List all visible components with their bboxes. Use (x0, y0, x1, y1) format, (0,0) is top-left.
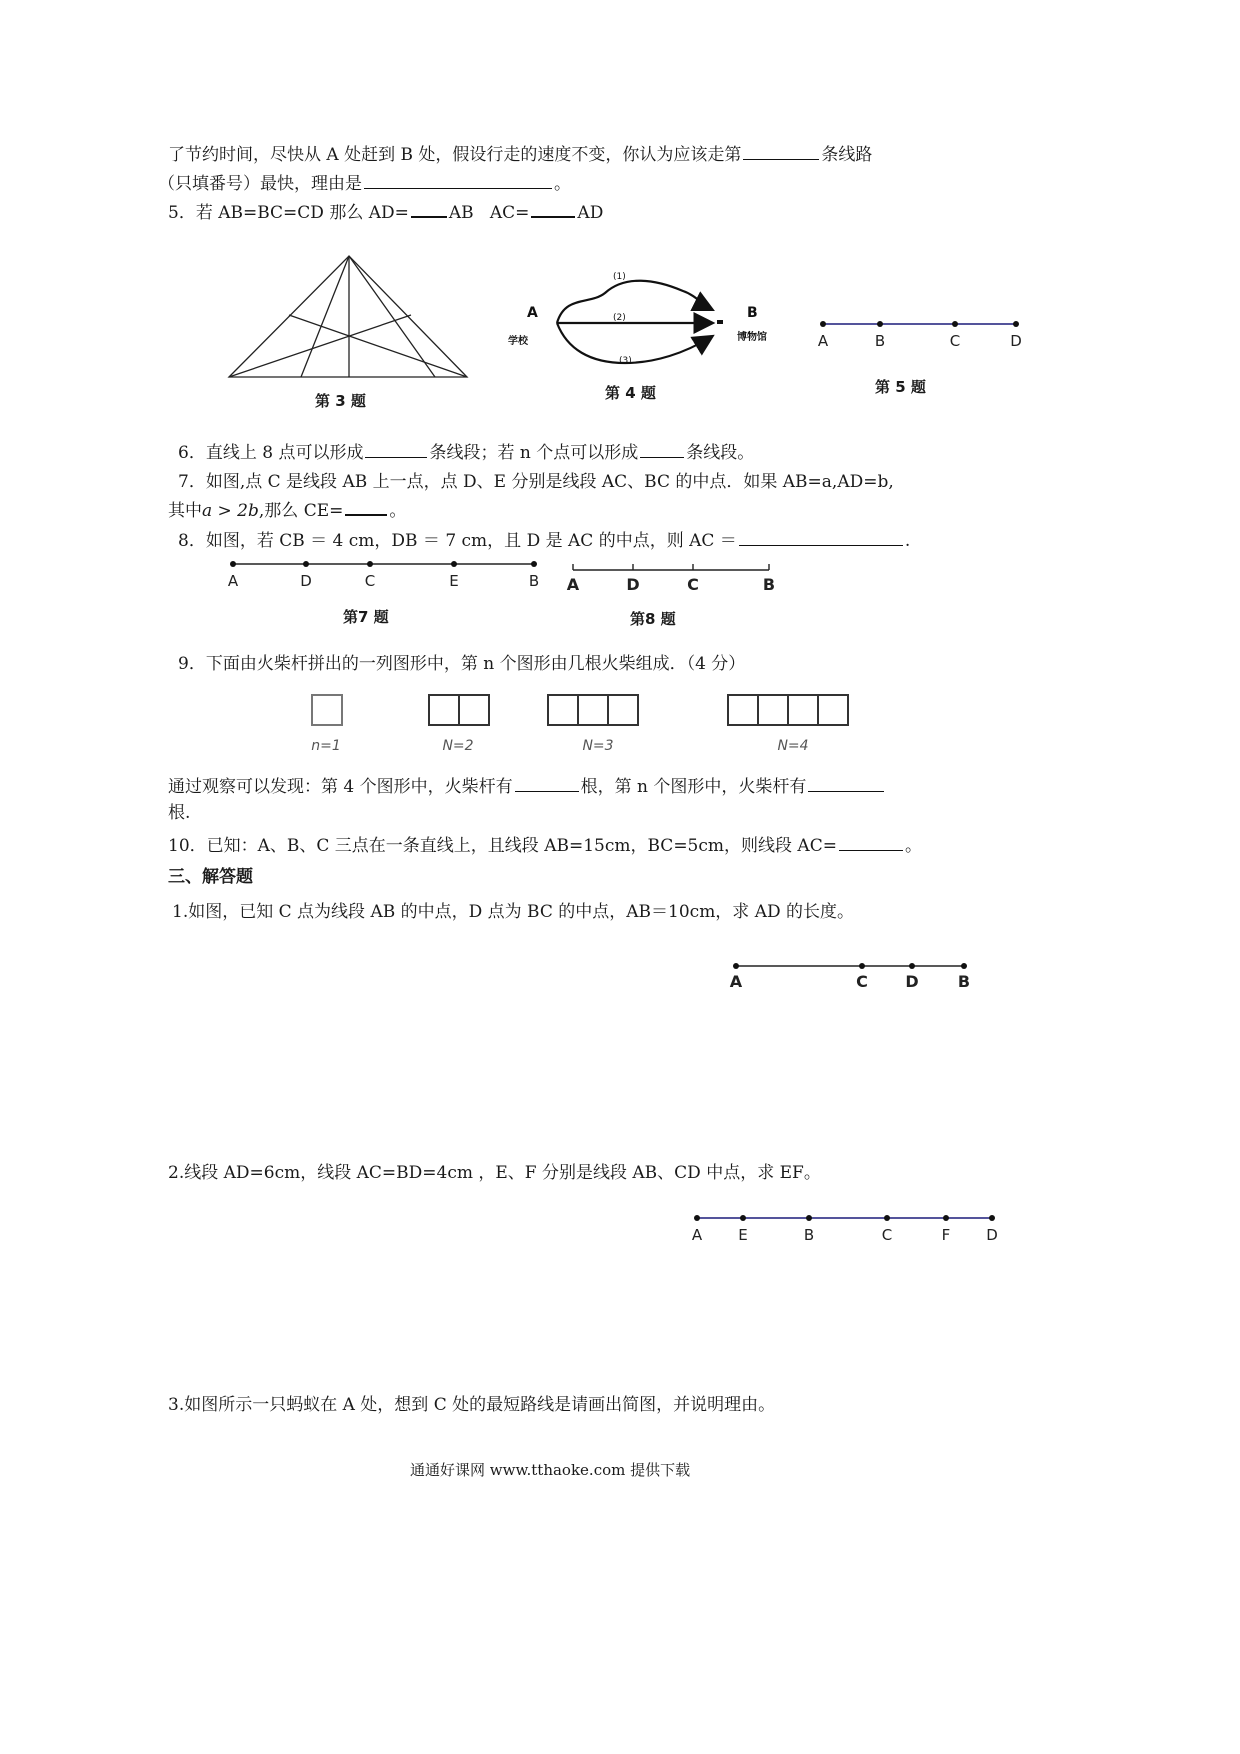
q9: 9．下面由火柴杆拼出的一列图形中，第 n 个图形由几根火柴组成．（4 分） (178, 654, 746, 674)
point-label: B (762, 575, 776, 594)
point-dot (943, 1215, 949, 1221)
point-dot (884, 1215, 890, 1221)
q8-text-a: 8．如图，若 CB ＝ 4 cm，DB ＝ 7 cm，且 D 是 AC 的中点，则 AC ＝ (178, 531, 737, 551)
q7-line1: 7．如图,点 C 是线段 AB 上一点，点 D、E 分别是线段 AC、BC 的中点．如果 AB=a,AD=b, (178, 472, 894, 492)
matchstick-square (548, 695, 578, 725)
answer-blank[interactable] (345, 513, 387, 516)
fig3-caption: 第 3 题 (315, 392, 366, 410)
q7-text-b: ,那么 CE= (258, 501, 344, 521)
q9-obs-b: 根，第 n 个图形中，火柴杆有 (580, 777, 807, 797)
fig8-segment (565, 560, 785, 600)
route-2-label: (2) (613, 313, 626, 323)
figure-n-label: N=2 (442, 738, 474, 754)
answer-blank[interactable] (743, 158, 819, 160)
point-dot (230, 561, 236, 567)
q4-line1 (168, 140, 872, 165)
q6 (178, 438, 754, 463)
q6-text-c: 条线段。 (686, 443, 755, 463)
triangle-cevian (349, 256, 435, 377)
answer-blank[interactable] (531, 215, 575, 218)
point-label: D (300, 572, 312, 590)
point-dot (877, 321, 883, 327)
q5-text-b: AB (448, 203, 474, 223)
q9-observation-line2: 根. (168, 803, 191, 823)
point-dot (1013, 321, 1019, 327)
figure-n-label: n=1 (311, 738, 341, 754)
point-label: F (941, 1226, 951, 1244)
point-label: B (957, 972, 971, 991)
matchstick-square (818, 695, 848, 725)
point-label: E (738, 1226, 748, 1244)
q7-math: a > 2b (202, 501, 259, 521)
answer-blank[interactable] (640, 456, 684, 458)
fig4-caption: 第 4 题 (605, 384, 656, 402)
answer-blank[interactable] (808, 790, 884, 792)
matchstick-square (459, 695, 489, 725)
point-dot (740, 1215, 746, 1221)
point-label: C (856, 972, 868, 991)
point-dot (909, 963, 915, 969)
point-label: A (817, 332, 829, 350)
route-3-curve (557, 323, 711, 363)
answer-blank[interactable] (364, 187, 552, 189)
fig3-triangle (225, 252, 485, 382)
fig4-sub-b: 博物馆 (737, 332, 767, 343)
answer-blank[interactable] (411, 215, 447, 218)
q7-text-a: 其中 (168, 501, 202, 521)
point-label: A (729, 972, 743, 991)
point-dot (859, 963, 865, 969)
point-label: C (687, 575, 699, 594)
point-label: E (449, 572, 459, 590)
point-label: A (566, 575, 580, 594)
q8 (178, 526, 910, 551)
point-dot (303, 561, 309, 567)
point-dot (820, 321, 826, 327)
problem-1-figure (725, 956, 985, 996)
problem-2-figure (688, 1210, 1008, 1250)
point-label: D (626, 575, 640, 594)
q4-line1-end: 条线路 (821, 145, 873, 165)
triangle-crossline (289, 315, 467, 377)
q9-obs-a: 通过观察可以发现：第 4 个图形中，火柴杆有 (168, 777, 513, 797)
route-1-label: (1) (613, 272, 626, 282)
q4-line2-text: （只填番号）最快，理由是 (158, 174, 362, 194)
fig7-caption: 第7 题 (343, 608, 389, 626)
point-label: B (528, 572, 540, 590)
q10 (168, 831, 922, 856)
triangle-outline (229, 256, 467, 377)
point-dot (367, 561, 373, 567)
point-label: A (227, 572, 239, 590)
fig5-segment (815, 316, 1035, 356)
matchstick-square (429, 695, 459, 725)
q5-text-d: AD (577, 203, 604, 223)
fig5-caption: 第 5 题 (875, 378, 926, 396)
matchstick-square (788, 695, 818, 725)
q10-text-b: 。 (904, 836, 922, 856)
answer-blank[interactable] (839, 849, 903, 851)
q6-text-b: 条线段；若 n 个点可以形成 (429, 443, 639, 463)
q5 (168, 198, 603, 223)
matchstick-square (578, 695, 608, 725)
problem-1: 1.如图，已知 C 点为线段 AB 的中点，D 点为 BC 的中点，AB＝10cm，求 AD 的长度。 (172, 902, 855, 922)
problem-2: 2.线段 AD=6cm，线段 AC=BD=4cm ，E、F 分别是线段 AB、CD 中点，求 EF。 (168, 1163, 821, 1183)
q9-matchstick-figures (300, 690, 860, 760)
fig4-sub-a: 学校 (508, 336, 528, 347)
q4-line1-text: 了节约时间，尽快从 A 处赶到 B 处，假设行走的速度不变，你认为应该走第 (168, 145, 742, 165)
route-1-curve (557, 281, 711, 323)
point-dot (531, 561, 537, 567)
q9-observation-line1 (168, 772, 886, 797)
point-label: C (949, 332, 961, 350)
fig4-label-b: B (747, 305, 758, 321)
point-dot (733, 963, 739, 969)
triangle-cevian (301, 256, 349, 377)
q8-text-b: . (904, 531, 911, 551)
point-label: D (1010, 332, 1022, 350)
q6-text-a: 6．直线上 8 点可以形成 (178, 443, 364, 463)
point-label: C (364, 572, 376, 590)
figure-n-label: N=4 (777, 738, 809, 754)
point-dot (989, 1215, 995, 1221)
q4-line2-end: 。 (554, 174, 571, 194)
point-dot (952, 321, 958, 327)
q5-text-a: 5．若 AB=BC=CD 那么 AD= (168, 203, 409, 223)
point-label: D (905, 972, 919, 991)
route-endpoint-mark (717, 320, 723, 324)
point-label: D (986, 1226, 998, 1244)
answer-blank[interactable] (515, 790, 579, 792)
fig7-segment (225, 556, 545, 596)
matchstick-square (758, 695, 788, 725)
point-dot (694, 1215, 700, 1221)
footer-text: 通通好课网 www.tthaoke.com 提供下载 (410, 1461, 691, 1479)
point-label: B (803, 1226, 815, 1244)
section-title: 三、解答题 (168, 867, 253, 887)
q7-line2 (168, 496, 406, 521)
q7-text-c: 。 (389, 501, 407, 521)
figure-n-label: N=3 (582, 738, 614, 754)
point-dot (961, 963, 967, 969)
q10-text-a: 10．已知：A、B、C 三点在一条直线上，且线段 AB=15cm，BC=5cm，则线段 AC= (168, 836, 837, 856)
route-3-label: (3) (619, 356, 632, 366)
problem-3: 3.如图所示一只蚂蚁在 A 处，想到 C 处的最短路线是请画出简图，并说明理由。 (168, 1395, 776, 1415)
matchstick-square (728, 695, 758, 725)
answer-blank[interactable] (365, 456, 427, 458)
matchstick-square (312, 695, 342, 725)
answer-blank[interactable] (739, 544, 903, 546)
triangle-crossline (229, 315, 411, 377)
q5-text-c: AC= (489, 203, 530, 223)
fig4-routes (505, 265, 795, 385)
fig8-caption: 第8 题 (630, 610, 676, 628)
point-label: A (691, 1226, 703, 1244)
point-label: B (874, 332, 886, 350)
point-label: C (881, 1226, 893, 1244)
fig4-label-a: A (527, 305, 538, 321)
point-dot (806, 1215, 812, 1221)
q4-line2 (158, 169, 571, 194)
point-dot (451, 561, 457, 567)
matchstick-square (608, 695, 638, 725)
